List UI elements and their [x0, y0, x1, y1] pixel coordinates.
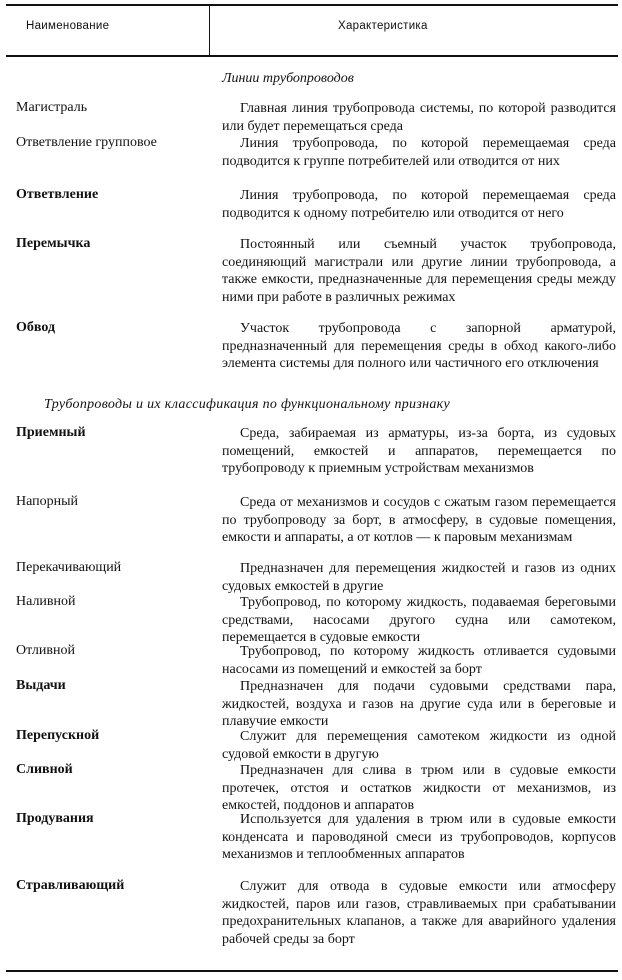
term-description: Трубопровод, по которому жидкость, подаваемая береговыми средствами, насосами другого судна или самотеком, перемещается в судовые емкости [222, 595, 616, 645]
column-header-name: Наименование [26, 20, 110, 32]
term-label: Перемычка [16, 236, 91, 251]
term-label: Продувания [16, 811, 94, 826]
term-label: Ответвление [16, 187, 99, 202]
column-header-characteristic: Характеристика [338, 20, 428, 32]
term-description: Используется для удаления в трюм или в судовые емкости конденсата и пароводяной смеси из трубопроводов, корпусов механизмов и теплообменных аппаратов [222, 812, 616, 862]
term-label: Выдачи [16, 678, 66, 693]
term-label: Отливной [16, 643, 75, 658]
term-description: Среда, забираемая из арматуры, из-за борта, из судовых помещений, емкостей и аппаратов, перемещается по трубопроводу к приемным устройствам механизмов [222, 426, 616, 476]
table-top-rule [6, 4, 618, 6]
header-column-divider [209, 4, 210, 56]
term-label: Перепускной [16, 728, 100, 743]
table-bottom-rule [6, 970, 618, 972]
term-label: Стравливающий [16, 878, 125, 893]
term-description: Линия трубопровода, по которой перемещаемая среда подводится к группе потребителей или отводится от них [222, 136, 616, 169]
term-label: Приемный [16, 425, 86, 440]
term-description: Участок трубопровода с запорной арматурой, предназначенный для перемещения среды в обход какого-либо элемента системы для полного или частичного его отключения [222, 321, 616, 371]
term-description: Предназначен для слива в трюм или в судовые емкости протечек, отстоя и остатков жидкости от механизмов, из емкостей, поддонов и аппаратов [222, 763, 616, 813]
section-title: Трубопроводы и их классификация по функциональному признаку [44, 397, 451, 412]
term-description: Среда от механизмов и сосудов с сжатым газом перемещается по трубопроводу за борт, в атмосферу, в судовые помещения, емкости и аппараты, а от котлов — к паровым механизмам [222, 495, 616, 545]
term-description: Предназначен для подачи судовыми средствами пара, жидкостей, воздуха и газов на другие суда или в береговые и плавучие емкости [222, 679, 616, 729]
term-label: Наливной [16, 594, 76, 609]
term-label: Ответвление групповое [16, 135, 157, 150]
term-label: Обвод [16, 320, 56, 335]
term-description: Главная линия трубопровода системы, по которой разводится или будет перемещаться среда [222, 101, 616, 134]
term-label: Магистраль [16, 100, 88, 115]
term-description: Служит для перемещения самотеком жидкости из одной судовой емкости в другую [222, 729, 616, 762]
term-label: Напорный [16, 494, 79, 509]
term-label: Перекачивающий [16, 560, 122, 575]
term-label: Сливной [16, 762, 73, 777]
term-description: Предназначен для перемещения жидкостей и газов из одних судовых емкостей в другие [222, 561, 616, 594]
section-title: Линии трубопроводов [222, 71, 354, 86]
term-description: Служит для отвода в судовые емкости или атмосферу жидкостей, паров или газов, стравливаемых при срабатывании предохранительных клапанов, а также для аварийного удаления рабочей среды за борт [222, 879, 616, 947]
header-bottom-rule [6, 55, 618, 57]
term-description: Трубопровод, по которому жидкость отливается судовыми насосами из помещений и емкостей за борт [222, 644, 616, 677]
term-description: Постоянный или съемный участок трубопровода, соединяющий магистрали или другие линии трубопровода, а также емкости, предназначенные для перемещения среды между ними при работе в различных режимах [222, 237, 616, 305]
term-description: Линия трубопровода, по которой перемещаемая среда подводится к одному потребителю или отводится от него [222, 188, 616, 221]
